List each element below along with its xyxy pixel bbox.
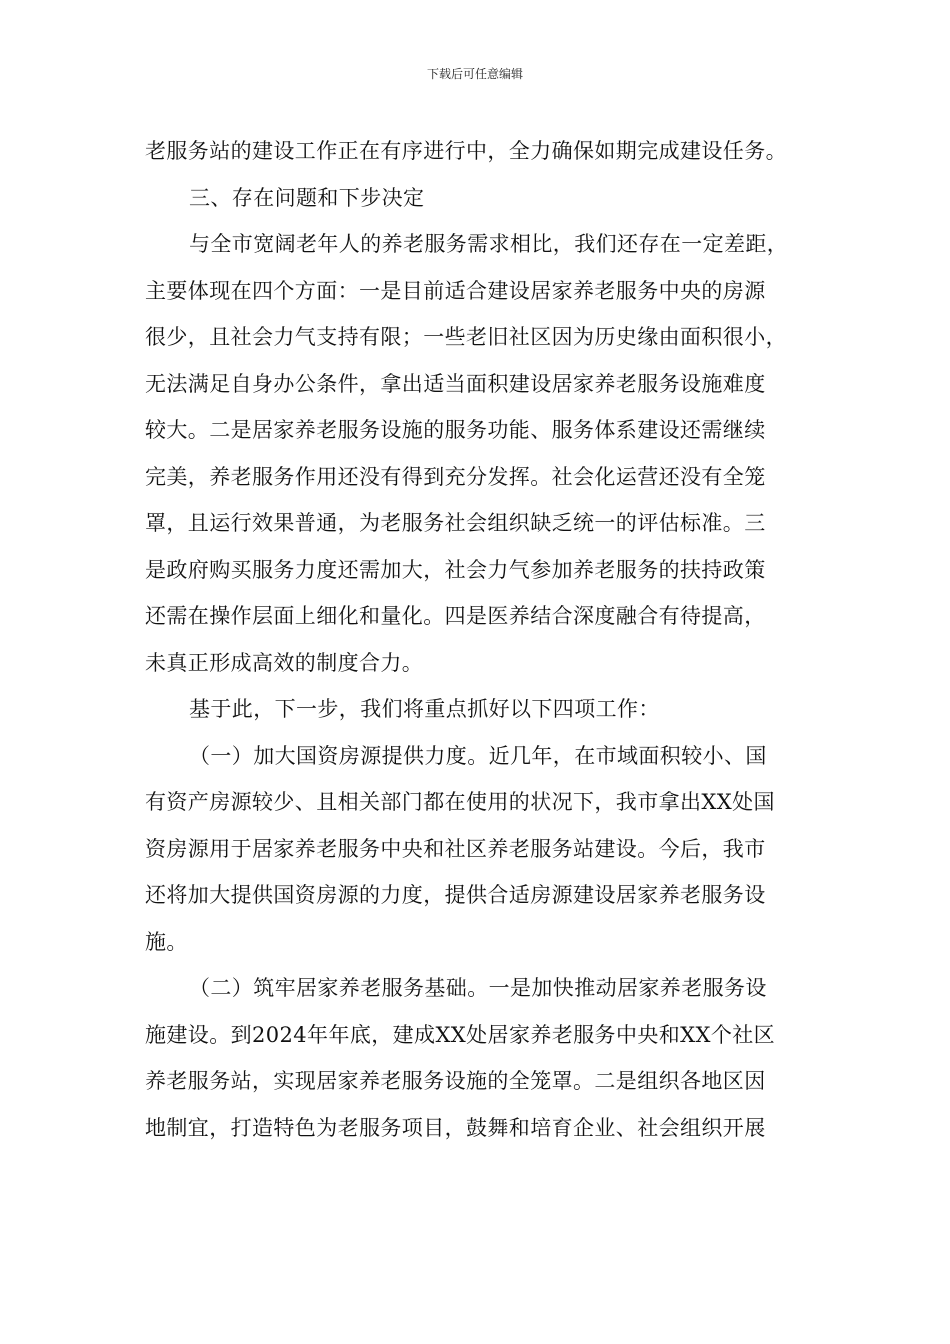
- text-line: 罩，且运行效果普通，为老服务社会组织缺乏统一的评估标准。三: [145, 511, 766, 535]
- text-line: （二）筑牢居家养老服务基础。一是加快推动居家养老服务设: [189, 976, 767, 1000]
- section-heading-text: 三、存在问题和下步决定: [189, 185, 425, 210]
- section-heading: [145, 175, 807, 222]
- text-line: 施建设。到2024年年底，建成XX处居家养老服务中央和XX个社区: [145, 1022, 776, 1047]
- text-line: 是政府购买服务力度还需加大，社会力气参加养老服务的扶持政策: [145, 557, 766, 582]
- text-line: 老服务站的建设工作正在有序进行中，全力确保如期完成建设任务。: [145, 139, 787, 163]
- text-line: 主要体现在四个方面：一是目前适合建设居家养老服务中央的房源: [145, 278, 766, 303]
- page-header: 下载后可任意编辑: [426, 67, 523, 81]
- text-line: 资房源用于居家养老服务中央和社区养老服务站建设。今后，我市: [145, 836, 766, 861]
- paragraph-item-2: [145, 965, 807, 1151]
- text-line: （一）加大国资房源提供力度。近几年，在市域面积较小、国: [189, 743, 767, 768]
- text-line: 还将加大提供国资房源的力度，提供合适房源建设居家养老服务设: [145, 883, 766, 907]
- text-line: 有资产房源较少、且相关部门都在使用的状况下，我市拿出XX处国: [145, 790, 775, 814]
- text-line: 养老服务站，实现居家养老服务设施的全笼罩。二是组织各地区因: [145, 1069, 766, 1093]
- document-body: [145, 128, 807, 1151]
- text-line: 无法满足自身办公条件，拿出适当面积建设居家养老服务设施难度: [145, 371, 766, 396]
- paragraph-item-1: [145, 733, 807, 966]
- text-line: 完美，养老服务作用还没有得到充分发挥。社会化运营还没有全笼: [145, 464, 766, 489]
- text-line: 与全市宽阔老年人的养老服务需求相比，我们还存在一定差距，: [189, 232, 789, 256]
- text-line: 未真正形成高效的制度合力。: [145, 650, 424, 675]
- text-line: 较大。二是居家养老服务设施的服务功能、服务体系建设还需继续: [145, 418, 766, 442]
- paragraph-next-steps-intro: [145, 686, 807, 733]
- text-line: 施。: [145, 929, 188, 954]
- text-line: 还需在操作层面上细化和量化。四是医养结合深度融合有待提高，: [145, 604, 766, 628]
- text-line: 地制宜，打造特色为老服务项目，鼓舞和培育企业、社会组织开展: [145, 1115, 766, 1140]
- paragraph-problems: [145, 221, 807, 686]
- text-line: 很少，且社会力气支持有限；一些老旧社区因为历史缘由面积很小，: [145, 325, 787, 349]
- paragraph-continuation: [145, 128, 807, 175]
- text-line: 基于此，下一步，我们将重点抓好以下四项工作：: [189, 697, 660, 721]
